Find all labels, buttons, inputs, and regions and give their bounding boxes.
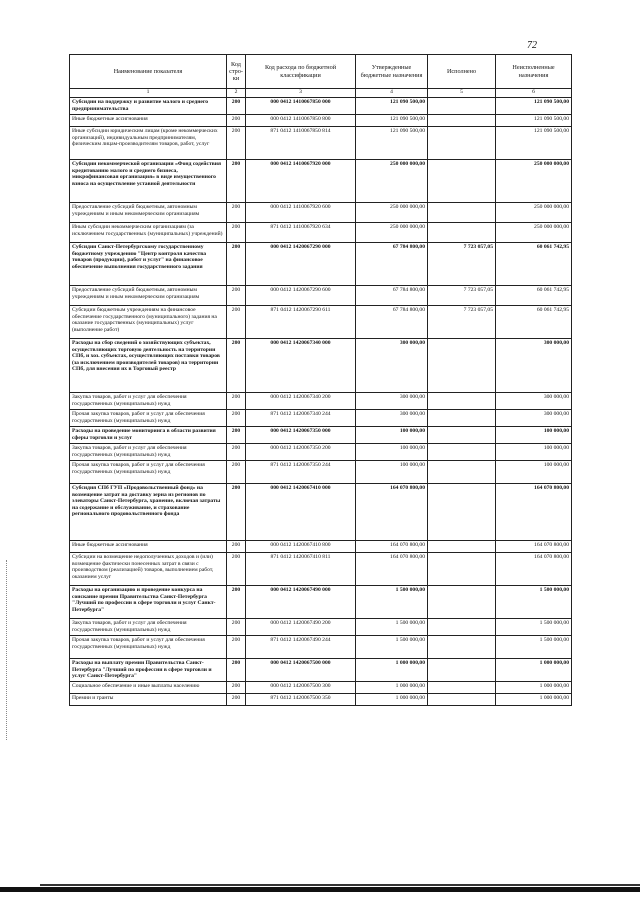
margin-binding-mark xyxy=(6,560,8,740)
row-executed-amount xyxy=(428,553,496,586)
row-name: Субсидии бюджетным учреждениям на финансовое обеспечение государственного (муниципального) задания на оказание государственных (муниципальных) услуг (выполнение работ) xyxy=(70,306,227,339)
row-line-code: 200 xyxy=(227,553,246,586)
table-row xyxy=(70,444,572,461)
row-executed-amount xyxy=(428,586,496,619)
column-number: 5 xyxy=(428,89,496,98)
row-executed-amount xyxy=(428,682,496,694)
row-budget-code: 871 0412 1420067290 611 xyxy=(246,306,356,339)
row-unexecuted-amount: 1 000 000,00 xyxy=(496,659,572,682)
row-executed-amount xyxy=(428,659,496,682)
row-approved-amount: 121 090 500,00 xyxy=(356,98,428,115)
table-row xyxy=(70,553,572,586)
row-budget-code: 871 0412 1420067410 811 xyxy=(246,553,356,586)
row-budget-code: 000 0412 1410067850 000 xyxy=(246,98,356,115)
column-number-row xyxy=(70,89,572,98)
row-unexecuted-amount: 121 090 500,00 xyxy=(496,98,572,115)
table-row xyxy=(70,160,572,203)
row-budget-code: 000 0412 1420067290 000 xyxy=(246,243,356,286)
row-unexecuted-amount: 300 000,00 xyxy=(496,339,572,393)
row-executed-amount xyxy=(428,541,496,553)
row-budget-code: 000 0412 1410067920 600 xyxy=(246,203,356,223)
row-line-code: 200 xyxy=(227,427,246,444)
row-unexecuted-amount: 1 000 000,00 xyxy=(496,682,572,694)
table-row xyxy=(70,410,572,427)
row-approved-amount: 250 000 000,00 xyxy=(356,160,428,203)
header-row xyxy=(70,55,572,89)
row-line-code: 200 xyxy=(227,541,246,553)
column-number: 4 xyxy=(356,89,428,98)
row-line-code: 200 xyxy=(227,98,246,115)
row-approved-amount: 67 784 800,00 xyxy=(356,243,428,286)
row-name: Закупка товаров, работ и услуг для обеспечения государственных (муниципальных) нужд xyxy=(70,393,227,410)
row-budget-code: 871 0412 1410067920 634 xyxy=(246,223,356,243)
table-row xyxy=(70,586,572,619)
row-budget-code: 000 0412 1420067350 200 xyxy=(246,444,356,461)
row-approved-amount: 300 000,00 xyxy=(356,339,428,393)
row-line-code: 200 xyxy=(227,619,246,636)
column-header-executed: Исполнено xyxy=(428,55,496,89)
row-budget-code: 000 0412 1420067410 800 xyxy=(246,541,356,553)
row-unexecuted-amount: 1 500 000,00 xyxy=(496,619,572,636)
row-approved-amount: 164 070 800,00 xyxy=(356,541,428,553)
row-unexecuted-amount: 164 070 800,00 xyxy=(496,541,572,553)
page-number: 72 xyxy=(527,40,537,51)
row-name: Премии и гранты xyxy=(70,694,227,706)
row-approved-amount: 300 000,00 xyxy=(356,410,428,427)
row-unexecuted-amount: 250 000 000,00 xyxy=(496,203,572,223)
row-budget-code: 000 0412 1420067340 000 xyxy=(246,339,356,393)
row-approved-amount: 300 000,00 xyxy=(356,393,428,410)
row-approved-amount: 1 000 000,00 xyxy=(356,682,428,694)
table-row xyxy=(70,636,572,659)
row-budget-code: 000 0412 1420067350 000 xyxy=(246,427,356,444)
row-executed-amount xyxy=(428,115,496,127)
row-unexecuted-amount: 164 070 800,00 xyxy=(496,553,572,586)
row-budget-code: 871 0412 1420067500 350 xyxy=(246,694,356,706)
row-budget-code: 000 0412 1420067500 000 xyxy=(246,659,356,682)
row-executed-amount: 7 723 057,05 xyxy=(428,243,496,286)
row-line-code: 200 xyxy=(227,203,246,223)
row-executed-amount xyxy=(428,127,496,160)
table-row xyxy=(70,393,572,410)
row-name: Прочая закупка товаров, работ и услуг для обеспечения государственных (муниципальных) нужд xyxy=(70,461,227,484)
column-number: 3 xyxy=(246,89,356,98)
row-budget-code: 871 0412 1410067850 814 xyxy=(246,127,356,160)
row-line-code: 200 xyxy=(227,339,246,393)
row-approved-amount: 164 070 800,00 xyxy=(356,553,428,586)
row-name: Субсидии Санкт-Петербургскому государственному бюджетному учреждению "Центр контроля качества товаров (продукции), работ и услуг" на финансовое обеспечение выполнения государственного задания xyxy=(70,243,227,286)
column-header-code: Код расхода по бюджетной классификации xyxy=(246,55,356,89)
row-name: Расходы на выплату премии Правительства Санкт-Петербурга "Лучший по профессии в сфере торговли и услуг Санкт-Петербурга" xyxy=(70,659,227,682)
row-approved-amount: 121 090 500,00 xyxy=(356,115,428,127)
row-name: Иные бюджетные ассигнования xyxy=(70,541,227,553)
row-line-code: 200 xyxy=(227,636,246,659)
table-row xyxy=(70,127,572,160)
row-name: Предоставление субсидий бюджетным, автономным учреждениям и иным некоммерческим организациям xyxy=(70,203,227,223)
table-row xyxy=(70,682,572,694)
column-header-unexecuted: Неисполненные назначения xyxy=(496,55,572,89)
table-row xyxy=(70,203,572,223)
row-approved-amount: 100 000,00 xyxy=(356,427,428,444)
row-executed-amount: 7 723 057,05 xyxy=(428,286,496,306)
row-unexecuted-amount: 1 500 000,00 xyxy=(496,586,572,619)
row-approved-amount: 250 000 000,00 xyxy=(356,203,428,223)
row-executed-amount xyxy=(428,223,496,243)
row-executed-amount xyxy=(428,484,496,541)
row-line-code: 200 xyxy=(227,306,246,339)
row-budget-code: 000 0412 1420067290 600 xyxy=(246,286,356,306)
row-budget-code: 000 0412 1420067490 000 xyxy=(246,586,356,619)
row-unexecuted-amount: 121 090 500,00 xyxy=(496,115,572,127)
row-name: Закупка товаров, работ и услуг для обеспечения государственных (муниципальных) нужд xyxy=(70,619,227,636)
row-name: Иные субсидии юридическим лицам (кроме некоммерческих организаций), индивидуальным предпринимателям, физическим лицам-производителям товаров, работ, услуг xyxy=(70,127,227,160)
row-name: Предоставление субсидий бюджетным, автономным учреждениям и иным некоммерческим организациям xyxy=(70,286,227,306)
row-name: Расходы на проведение мониторинга в области развития сферы торговли и услуг xyxy=(70,427,227,444)
row-executed-amount xyxy=(428,339,496,393)
row-unexecuted-amount: 300 000,00 xyxy=(496,410,572,427)
row-name: Субсидии на возмещение недополученных доходов и (или) возмещение фактически понесенных затрат в связи с производством (реализацией) товаров, выполнением работ, оказанием услуг xyxy=(70,553,227,586)
table-row xyxy=(70,306,572,339)
table-row xyxy=(70,98,572,115)
row-unexecuted-amount: 100 000,00 xyxy=(496,461,572,484)
row-line-code: 200 xyxy=(227,393,246,410)
row-line-code: 200 xyxy=(227,694,246,706)
row-line-code: 200 xyxy=(227,586,246,619)
row-approved-amount: 250 000 000,00 xyxy=(356,223,428,243)
table-row xyxy=(70,694,572,706)
row-approved-amount: 1 500 000,00 xyxy=(356,619,428,636)
row-executed-amount xyxy=(428,410,496,427)
row-approved-amount: 1 500 000,00 xyxy=(356,636,428,659)
row-approved-amount: 100 000,00 xyxy=(356,444,428,461)
row-name: Расходы на сбор сведений о хозяйствующих субъектах, осуществляющих торговую деятельность на территории СПб, и хоз. субъектах, осуществляющих поставки товаров (за исключением производителей товаров) на территории СПб, для внесения их в Торговый реестр xyxy=(70,339,227,393)
row-approved-amount: 1 500 000,00 xyxy=(356,586,428,619)
row-unexecuted-amount: 164 070 800,00 xyxy=(496,484,572,541)
row-line-code: 200 xyxy=(227,484,246,541)
row-name: Закупка товаров, работ и услуг для обеспечения государственных (муниципальных) нужд xyxy=(70,444,227,461)
column-header-approved: Утвержденные бюджетные назначения xyxy=(356,55,428,89)
row-executed-amount xyxy=(428,694,496,706)
table-row xyxy=(70,243,572,286)
row-unexecuted-amount: 121 090 500,00 xyxy=(496,127,572,160)
row-name: Субсидии на поддержку и развитие малого и среднего предпринимательства xyxy=(70,98,227,115)
row-budget-code: 871 0412 1420067340 244 xyxy=(246,410,356,427)
row-approved-amount: 67 784 800,00 xyxy=(356,306,428,339)
row-line-code: 200 xyxy=(227,127,246,160)
row-line-code: 200 xyxy=(227,659,246,682)
row-budget-code: 000 0412 1420067410 000 xyxy=(246,484,356,541)
row-approved-amount: 1 000 000,00 xyxy=(356,694,428,706)
column-header-line: Код стро-ки xyxy=(227,55,246,89)
column-number: 1 xyxy=(70,89,227,98)
row-executed-amount xyxy=(428,160,496,203)
row-approved-amount: 1 000 000,00 xyxy=(356,659,428,682)
row-approved-amount: 67 784 800,00 xyxy=(356,286,428,306)
row-executed-amount xyxy=(428,619,496,636)
row-budget-code: 000 0412 1410067920 000 xyxy=(246,160,356,203)
row-executed-amount xyxy=(428,98,496,115)
scan-edge-line xyxy=(40,884,640,886)
table-row xyxy=(70,223,572,243)
table-row xyxy=(70,484,572,541)
table-row xyxy=(70,339,572,393)
row-line-code: 200 xyxy=(227,682,246,694)
row-name: Иные бюджетные ассигнования xyxy=(70,115,227,127)
row-approved-amount: 100 000,00 xyxy=(356,461,428,484)
row-name: Расходы на организацию и проведение конкурса на соискание премии Правительства Санкт-Петербурга "Лучший по профессии в сфере торговли и услуг Санкт-Петербурга" xyxy=(70,586,227,619)
row-executed-amount xyxy=(428,636,496,659)
row-executed-amount xyxy=(428,203,496,223)
row-line-code: 200 xyxy=(227,223,246,243)
row-unexecuted-amount: 250 000 000,00 xyxy=(496,223,572,243)
row-unexecuted-amount: 1 000 000,00 xyxy=(496,694,572,706)
scan-bottom-edge xyxy=(0,887,640,892)
row-unexecuted-amount: 1 500 000,00 xyxy=(496,636,572,659)
row-line-code: 200 xyxy=(227,461,246,484)
table-row xyxy=(70,659,572,682)
table-row xyxy=(70,115,572,127)
row-line-code: 200 xyxy=(227,444,246,461)
row-unexecuted-amount: 100 000,00 xyxy=(496,444,572,461)
row-budget-code: 000 0412 1420067340 200 xyxy=(246,393,356,410)
row-name: Прочая закупка товаров, работ и услуг для обеспечения государственных (муниципальных) нужд xyxy=(70,410,227,427)
row-name: Субсидии некоммерческой организации «Фонд содействия кредитованию малого и среднего бизнеса, микрофинансовая организация» в виде имущественного взноса на осуществление уставной деятельности xyxy=(70,160,227,203)
table-row xyxy=(70,541,572,553)
row-executed-amount xyxy=(428,461,496,484)
row-line-code: 200 xyxy=(227,286,246,306)
row-name: Социальное обеспечение и иные выплаты населению xyxy=(70,682,227,694)
row-name: Субсидия СПб ГУП «Продовольственный фонд» на возмещение затрат на доставку зерна из регионов по элеваторы Санкт-Петербурга, хранение, включая затраты на содержание и обслуживание, и страхование регионального продовольственного фонда xyxy=(70,484,227,541)
row-line-code: 200 xyxy=(227,115,246,127)
row-executed-amount xyxy=(428,444,496,461)
row-executed-amount xyxy=(428,427,496,444)
row-line-code: 200 xyxy=(227,243,246,286)
row-executed-amount xyxy=(428,393,496,410)
row-budget-code: 000 0412 1420067490 200 xyxy=(246,619,356,636)
row-executed-amount: 7 723 057,05 xyxy=(428,306,496,339)
row-unexecuted-amount: 60 061 742,95 xyxy=(496,306,572,339)
table-row xyxy=(70,427,572,444)
column-number: 6 xyxy=(496,89,572,98)
row-line-code: 200 xyxy=(227,160,246,203)
row-line-code: 200 xyxy=(227,410,246,427)
row-unexecuted-amount: 250 000 000,00 xyxy=(496,160,572,203)
row-unexecuted-amount: 300 000,00 xyxy=(496,393,572,410)
table-row xyxy=(70,619,572,636)
row-budget-code: 000 0412 1420067500 300 xyxy=(246,682,356,694)
budget-execution-table xyxy=(69,54,572,706)
row-name: Прочая закупка товаров, работ и услуг для обеспечения государственных (муниципальных) нужд xyxy=(70,636,227,659)
row-budget-code: 871 0412 1420067350 244 xyxy=(246,461,356,484)
row-approved-amount: 121 090 500,00 xyxy=(356,127,428,160)
row-unexecuted-amount: 60 061 742,95 xyxy=(496,286,572,306)
table-row xyxy=(70,461,572,484)
row-name: Иным субсидии некоммерческим организациям (за исключением государственных (муниципальных) учреждений) xyxy=(70,223,227,243)
row-unexecuted-amount: 60 061 742,95 xyxy=(496,243,572,286)
table-row xyxy=(70,286,572,306)
row-budget-code: 000 0412 1410067850 800 xyxy=(246,115,356,127)
column-number: 2 xyxy=(227,89,246,98)
column-header-name: Наименование показателя xyxy=(70,55,227,89)
row-unexecuted-amount: 100 000,00 xyxy=(496,427,572,444)
row-budget-code: 871 0412 1420067490 244 xyxy=(246,636,356,659)
row-approved-amount: 164 070 800,00 xyxy=(356,484,428,541)
